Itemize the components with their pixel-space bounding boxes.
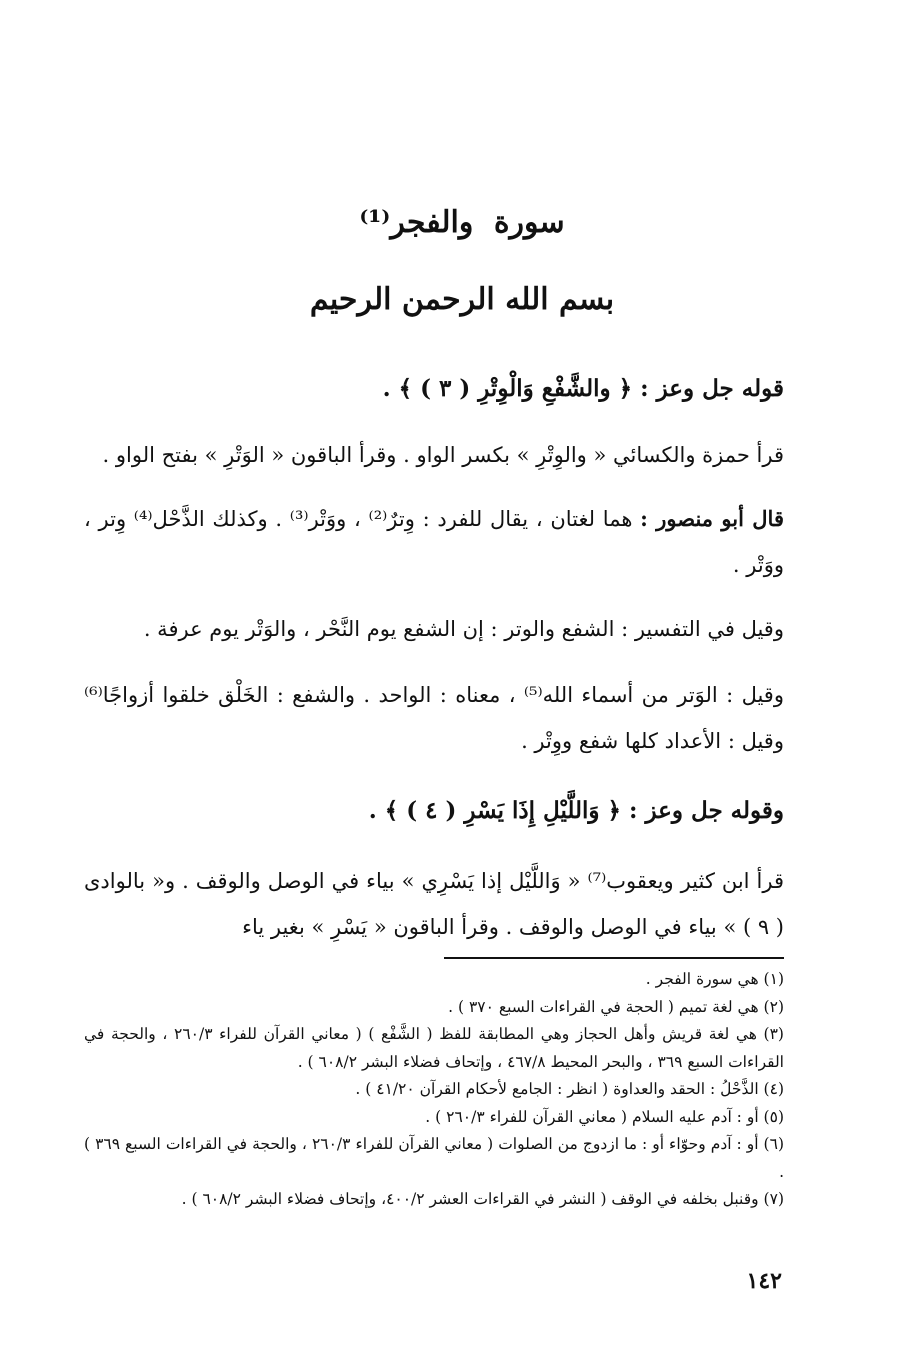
commentary-paragraph-1 [84, 496, 784, 588]
basmala-heading: بسم الله الرحمن الرحيم [309, 282, 615, 317]
reading-paragraph-1 [84, 432, 784, 478]
paragraph-text: هما لغتان ، يقال للفرد : وِترٌ⁽²⁾ ، ووَتْر⁽³⁾ . وكذلك الذَّحْل⁽⁴⁾ وِتر ، ووَتْر . [84, 507, 784, 577]
footnote-5: (٥) أو : آدم عليه السلام ( معاني القرآن للفراء ٢٦٠/٣ ) . [425, 1107, 784, 1126]
paragraph-text: وقيل في التفسير : الشفع والوتر : إن الشفع يوم النَّحْر ، والوَتْر يوم عرفة . [143, 617, 784, 641]
footnotes [84, 966, 784, 1214]
footnote-2: (٢) هي لغة تميم ( الحجة في القراءات السبع ٣٧٠ ) . [448, 997, 784, 1016]
page-number: ١٤٢ [746, 1268, 782, 1294]
surah-title: سورة والفجر⁽¹⁾ [359, 205, 565, 240]
footnote-6: (٦) أو : آدم وحوّاء أو : ما ازدوج من الصلوات ( معاني القرآن للفراء ٢٦٠/٣ ، والحجة في القراءات السبع ٣٦٩ ) . [84, 1135, 784, 1181]
footnote-4: (٤) الذَّحْلُ : الحقد والعداوة ( انظر : الجامع لأحكام القرآن ٤١/٢٠ ) . [355, 1080, 784, 1098]
verse-paragraph-2 [84, 788, 784, 834]
footnote-separator [444, 957, 784, 959]
commentary-paragraph-2 [84, 672, 784, 764]
paragraph-text: قرأ حمزة والكسائي « والوِتْرِ » بكسر الواو . وقرأ الباقون « الوَتْرِ » بفتح الواو . [102, 443, 784, 467]
paragraph-text: قرأ ابن كثير ويعقوب⁽⁷⁾ « وَاللَّيْل إذا يَسْرِي » بياء في الوصل والوقف . و« بالوادى ( ٩ ) » بياء في الوصل والوقف . وقرأ الباقون « يَسْرِ » بغير ياء [84, 869, 784, 939]
reading-paragraph-2 [84, 858, 784, 950]
footnote-7: (٧) وقنبل بخلفه في الوقف ( النشر في القراءات العشر ٤٠٠/٢، وإتحاف فضلاء البشر ٦٠٨/٢ ) . [181, 1190, 784, 1208]
footnote-1: (١) هي سورة الفجر . [645, 970, 784, 988]
paragraph-text: قوله جل وعز : ﴿ والشَّفْعِ وَالْوِتْرِ ( ٣ ) ﴾ . [382, 375, 784, 402]
paragraph-text: وقيل : الوَتر من أسماء الله⁽⁵⁾ ، معناه : الواحد . والشفع : الخَلْق خلقوا أزواجًا⁽⁶⁾ وقيل : الأعداد كلها شفع ووِتْر . [84, 683, 784, 753]
tafsir-paragraph [84, 606, 784, 652]
paragraph-text: وقوله جل وعز : ﴿ وَاللَّيْلِ إِذَا يَسْرِ ( ٤ ) ﴾ . [368, 797, 784, 824]
footnote-3: (٣) هي لغة قريش وأهل الحجاز وهي المطابقة للفظ ( الشَّفْع ) ( معاني القرآن للفراء ٢٦٠/٣ ، والحجة في القراءات السبع ٣٦٩ ، والبحر المحيط ٤٦٧/٨ ، وإتحاف فضلاء البشر ٦٠٨/٢ ) . [84, 1025, 784, 1071]
paragraph-lead: قال أبو منصور : [640, 506, 784, 531]
verse-paragraph-1 [84, 366, 784, 412]
